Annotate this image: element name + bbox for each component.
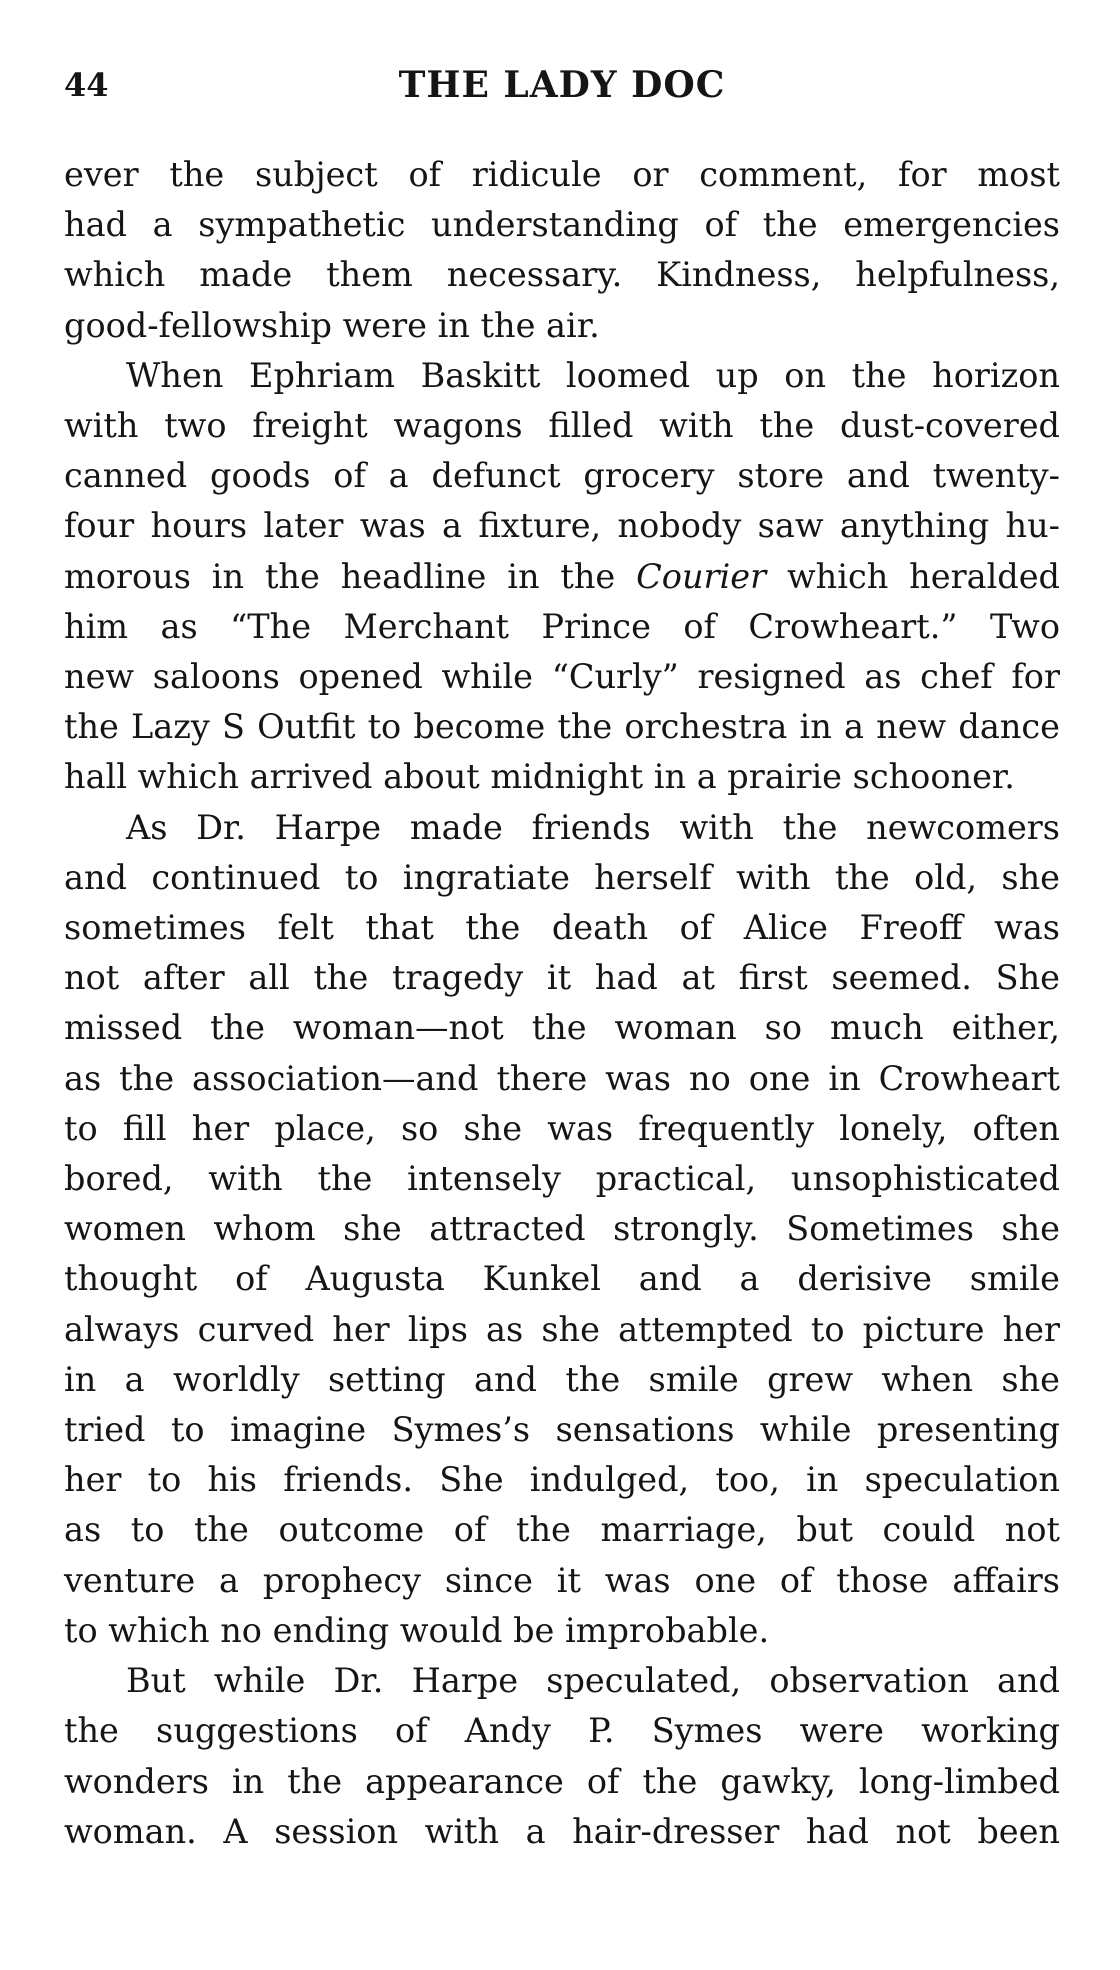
page-number: 44 (64, 66, 109, 104)
text-line: as the association—and there was no one in Crowheart (64, 1058, 1060, 1098)
text-line: ever the subject of ridicule or comment, for most (64, 155, 1060, 194)
text-line: in a worldly setting and the smile grew when she (64, 1359, 1060, 1399)
text-line: four hours later was a fixture, nobody saw anything hu- (64, 506, 1060, 546)
text-line-with-italic: morous in the headline in the Courier which heralded (64, 556, 1060, 596)
text-line: to fill her place, so she was frequently lonely, often (64, 1108, 1060, 1148)
text-line: not after all the tragedy it had at first seemed. She (64, 958, 1060, 998)
text-line: wonders in the appearance of the gawky, long-limbed (64, 1761, 1060, 1801)
italic-word: Courier (636, 556, 767, 596)
text-line: When Ephriam Baskitt loomed up on the horizon (126, 355, 1060, 395)
body-text (64, 150, 1060, 1857)
paragraph-3 (64, 803, 1060, 1656)
text-line: as to the outcome of the marriage, but could not (64, 1510, 1060, 1550)
paragraph-4 (64, 1656, 1060, 1857)
text-line: missed the woman—not the woman so much either, (64, 1008, 1060, 1048)
text-line: venture a prophecy since it was one of those affairs (64, 1560, 1060, 1600)
text-line: which made them necessary. Kindness, helpfulness, (64, 255, 1060, 295)
text-line: with two freight wagons filled with the dust-covered (64, 406, 1060, 446)
text-line: him as “The Merchant Prince of Crowheart.” Two (64, 606, 1060, 646)
book-page (64, 60, 1060, 1857)
text-line: had a sympathetic understanding of the emergencies (64, 205, 1060, 245)
text-line: always curved her lips as she attempted to picture her (64, 1309, 1060, 1349)
text-line: and continued to ingratiate herself with the old, she (64, 857, 1060, 897)
text-line: her to his friends. She indulged, too, in speculation (64, 1460, 1060, 1500)
text-line: sometimes felt that the death of Alice Freoff was (64, 908, 1060, 948)
paragraph-1 (64, 150, 1060, 351)
text-line: the Lazy S Outfit to become the orchestra in a new dance (64, 707, 1060, 747)
text-line: bored, with the intensely practical, unsophisticated (64, 1159, 1060, 1199)
text-line: But while Dr. Harpe speculated, observation and (126, 1661, 1060, 1701)
text-line: the suggestions of Andy P. Symes were working (64, 1711, 1060, 1751)
paragraph-2 (64, 351, 1060, 803)
text-line: new saloons opened while “Curly” resigned as chef for (64, 657, 1060, 697)
running-head (64, 60, 1060, 120)
text-line: good-fellowship were in the air. (64, 305, 600, 345)
text-line: woman. A session with a hair-dresser had not been (64, 1811, 1060, 1851)
book-title: THE LADY DOC (398, 64, 726, 106)
text-line: tried to imagine Symes’s sensations while presenting (64, 1410, 1060, 1450)
text-line: As Dr. Harpe made friends with the newcomers (126, 807, 1060, 847)
text-line: thought of Augusta Kunkel and a derisive smile (64, 1259, 1060, 1299)
text-line: women whom she attracted strongly. Sometimes she (64, 1209, 1060, 1249)
text-line: hall which arrived about midnight in a prairie schooner. (64, 757, 1015, 797)
text-line: canned goods of a defunct grocery store and twenty- (64, 456, 1060, 496)
text-line: to which no ending would be improbable. (64, 1610, 770, 1650)
